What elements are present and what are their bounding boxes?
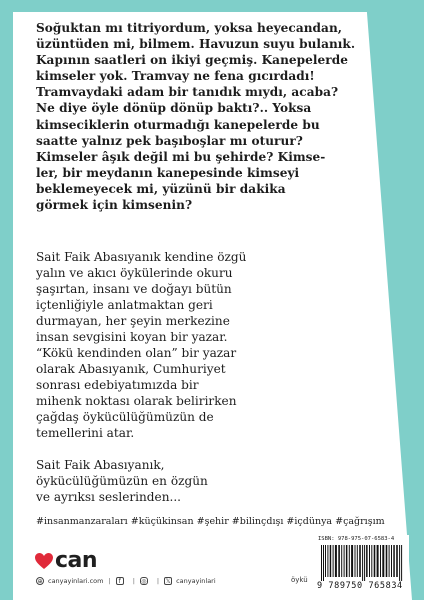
- excerpt-line: Kapının saatleri on ikiyi geçmiş. Kanepelerde: [36, 53, 348, 68]
- excerpt-line: Kimseler âşık değil mi bu şehirde? Kimse-: [36, 149, 326, 164]
- author-blurb-closing: [36, 457, 366, 505]
- barcode-bar: [396, 545, 398, 577]
- isbn-label: ISBN: 978-975-07-6583-4: [318, 536, 395, 542]
- excerpt-line: ler, bir meydanın kanepesinde kimseyi: [36, 165, 300, 180]
- blurb-line: şaşırtan, insanı ve doğayı bütün: [36, 282, 232, 297]
- barcode-bar: [351, 545, 353, 577]
- facebook-icon[interactable]: f: [116, 577, 124, 585]
- barcode-bar: [325, 545, 326, 577]
- barcode-bar: [344, 545, 345, 577]
- barcode-bar: [327, 545, 328, 577]
- x-icon[interactable]: 𝕏: [165, 578, 171, 585]
- barcode-bar: [389, 545, 390, 577]
- heart-icon: [34, 552, 54, 570]
- barcode-bar: [330, 545, 332, 577]
- blurb-line: Sait Faik Abasıyanık kendine özgü: [36, 250, 247, 265]
- blurb-line: sonrası edebiyatımızda bir: [36, 378, 199, 393]
- blurb-line: çağdaş öykücülüğümüzün de: [36, 410, 214, 425]
- excerpt-line: Ne diye öyle dönüp dönüp baktı?.. Yoksa: [36, 101, 312, 116]
- barcode-bar: [321, 545, 322, 581]
- barcode-bar: [374, 545, 376, 577]
- barcode-bar: [349, 545, 350, 577]
- barcode-bar: [341, 545, 342, 577]
- excerpt-line: Tramvaydaki adam bir tanıdık mıydı, acaba?: [36, 85, 339, 100]
- barcode-bar: [401, 545, 402, 581]
- barcode-number: 9 789750 765834: [317, 581, 403, 591]
- barcode-bar: [369, 545, 370, 577]
- website-link[interactable]: canyayinlari.com: [48, 577, 104, 585]
- barcode-bar: [338, 545, 340, 577]
- author-blurb: [36, 249, 366, 441]
- blurb-line: içtenliğiyle anlatmaktan geri: [36, 298, 213, 313]
- barcode-bar: [333, 545, 334, 577]
- barcode-bar: [371, 545, 372, 577]
- excerpt-line: kimseler yok. Tramvay ne fena gıcırdadı!: [36, 69, 315, 84]
- globe-icon: ⊕: [37, 578, 43, 585]
- barcode-bar: [382, 545, 384, 577]
- blurb-closing-line: Sait Faik Abasıyanık,: [36, 458, 165, 473]
- excerpt-line: üzüntüden mi, bilmem. Havuzun suyu bulanık.: [36, 37, 356, 52]
- excerpt-line: Soğuktan mı titriyordum, yoksa heyecandan,: [36, 21, 343, 35]
- barcode-bar: [399, 545, 400, 581]
- social-handle: canyayinlari: [176, 577, 216, 585]
- excerpt-line: saatte yalnız pek başıboşlar mı oturur?: [36, 133, 303, 148]
- barcode-bar: [366, 545, 368, 577]
- blurb-line: mihenk noktası olarak belirirken: [36, 394, 237, 409]
- blurb-closing-line: öykücülüğümüzün en özgün: [36, 474, 208, 489]
- blurb-line: yalın ve akıcı öykülerinde okuru: [36, 266, 233, 281]
- back-cover-text: [36, 20, 366, 505]
- blurb-line: “Kökü kendinden olan” bir yazar: [36, 346, 237, 361]
- barcode-bar: [377, 545, 379, 577]
- excerpt-line: kimseciklerin oturmadığı kanepelerde bu: [36, 117, 320, 132]
- barcode-bar: [355, 545, 356, 577]
- instagram-icon[interactable]: ◎: [141, 578, 147, 585]
- barcode-bars: [321, 545, 403, 581]
- blurb-line: insan sevgisini koyan bir yazar.: [36, 330, 228, 345]
- publisher-name: can: [55, 548, 98, 573]
- excerpt-line: görmek için kimsenin?: [36, 198, 193, 213]
- hashtag-list: #insanmanzaraları #küçükinsan #şehir #bilinçdışı #içdünya #çağrışım: [36, 516, 385, 527]
- barcode-bar: [359, 545, 361, 577]
- excerpt-line: beklemeyecek mi, yüzünü bir dakika: [36, 181, 286, 196]
- barcode-bar: [386, 545, 388, 577]
- blurb-line: olarak Abasıyanık, Cumhuriyet: [36, 362, 226, 377]
- barcode-bar: [391, 545, 392, 577]
- blurb-line: temellerini atar.: [36, 426, 135, 441]
- genre-label: öykü: [291, 576, 308, 584]
- barcode-bar: [364, 545, 365, 581]
- barcode-bar: [393, 545, 395, 577]
- barcode-bar: [346, 545, 348, 577]
- excerpt-paragraph: [36, 20, 366, 213]
- barcode-bar: [380, 545, 381, 577]
- barcode-bar: [323, 545, 324, 581]
- barcode-bar: [357, 545, 358, 577]
- barcode-bar: [335, 545, 337, 577]
- publisher-footer: ⊕ canyayinlari.com | f | ◎ | 𝕏 canyayinlari: [37, 577, 216, 585]
- blurb-line: durmayan, her şeyin merkezine: [36, 314, 230, 329]
- barcode-block: [315, 535, 409, 595]
- publisher-logo: [34, 548, 97, 573]
- blurb-closing-line: ve ayrıksı seslerinden...: [36, 490, 182, 505]
- barcode-bar: [362, 545, 363, 581]
